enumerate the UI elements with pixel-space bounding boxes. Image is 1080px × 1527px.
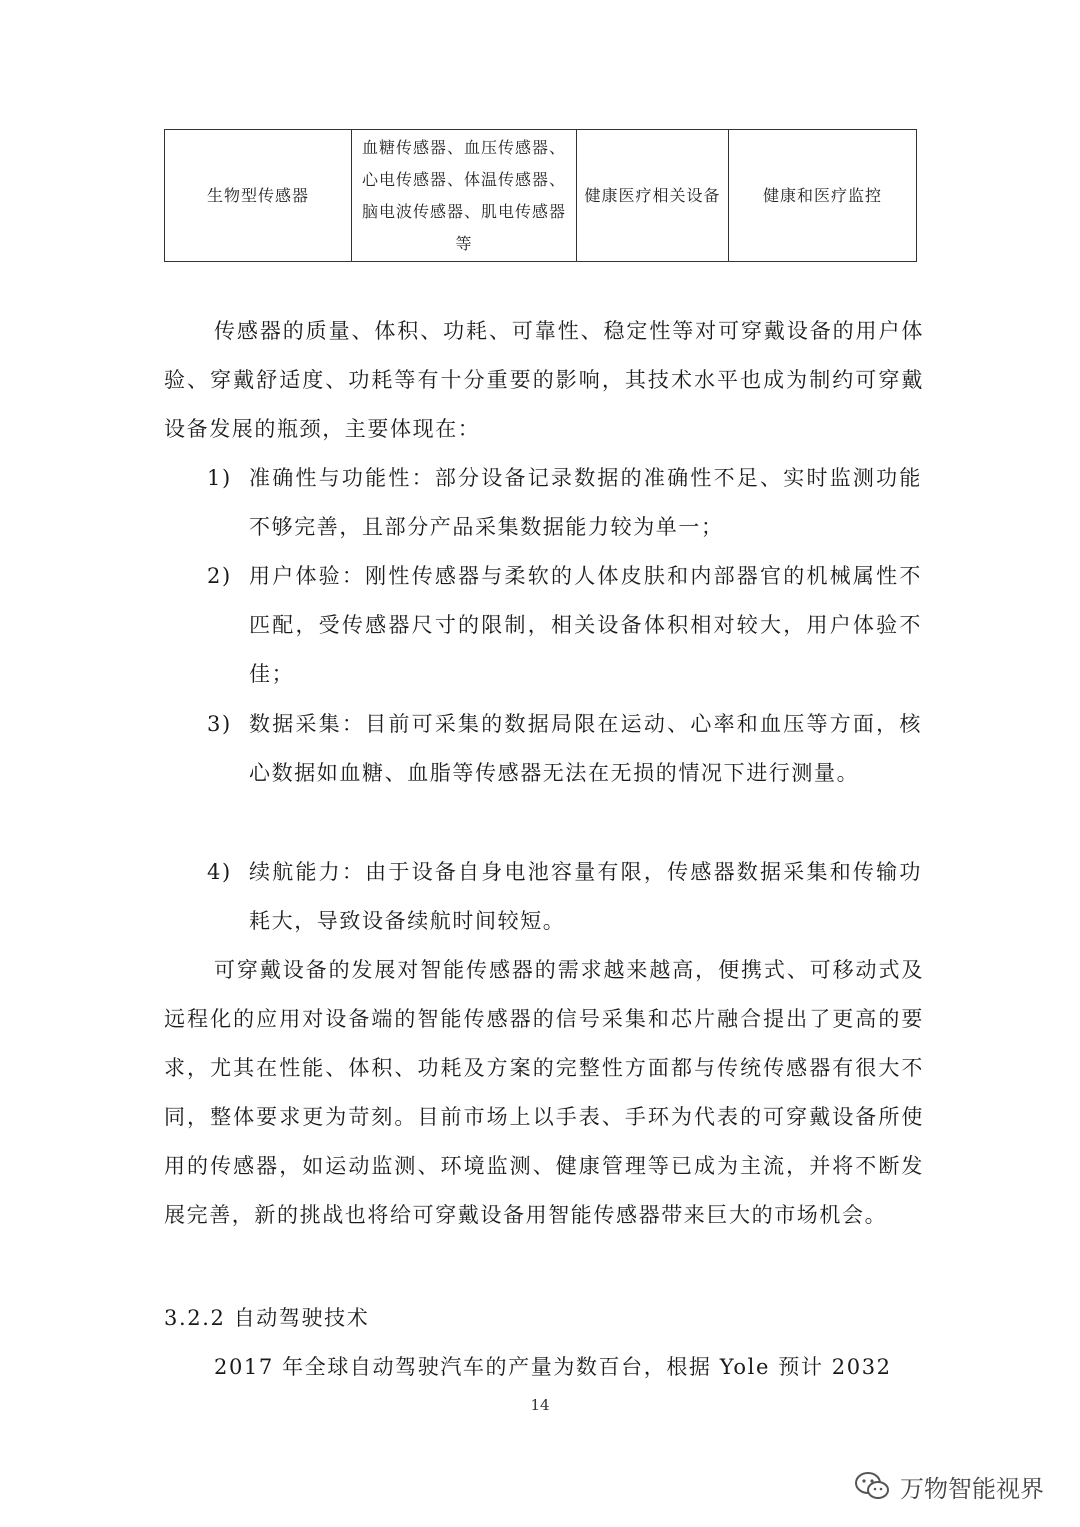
table-cell-applications: 健康和医疗监控	[729, 130, 917, 262]
list-item-text: 续航能力：由于设备自身电池容量有限，传感器数据采集和传输功耗大，导致设备续航时间较短。	[249, 860, 922, 933]
list-item-number: 1)	[207, 466, 232, 490]
list-item-text: 准确性与功能性：部分设备记录数据的准确性不足、实时监测功能不够完善，且部分产品采集数据能力较为单一；	[249, 466, 922, 539]
list-item	[207, 454, 922, 552]
page-number: 14	[530, 1396, 550, 1414]
list-item	[207, 700, 922, 798]
table-cell-category: 生物型传感器	[165, 130, 352, 262]
list-item-number: 4)	[207, 860, 232, 884]
table-cell-devices: 健康医疗相关设备	[577, 130, 729, 262]
list-item-number: 2)	[207, 564, 232, 588]
list-item-number: 3)	[207, 712, 232, 736]
list-item	[207, 848, 922, 946]
body-paragraph: 可穿戴设备的发展对智能传感器的需求越来越高，便携式、可移动式及远程化的应用对设备端的智能传感器的信号采集和芯片融合提出了更高的要求，尤其在性能、体积、功耗及方案的完整性方面都与传统传感器有很大不同，整体要求更为苛刻。目前市场上以手表、手环为代表的可穿戴设备所使用的传感器，如运动监测、环境监测、健康管理等已成为主流，并将不断发展完善，新的挑战也将给可穿戴设备用智能传感器带来巨大的市场机会。	[164, 958, 924, 1227]
intro-paragraph: 传感器的质量、体积、功耗、可靠性、稳定性等对可穿戴设备的用户体验、穿戴舒适度、功耗等有十分重要的影响，其技术水平也成为制约可穿戴设备发展的瓶颈，主要体现在：	[164, 319, 924, 441]
list-item-text: 用户体验：刚性传感器与柔软的人体皮肤和内部器官的机械属性不匹配，受传感器尺寸的限制，相关设备体积相对较大，用户体验不佳；	[249, 564, 922, 686]
watermark	[854, 1466, 1044, 1506]
watermark-text: 万物智能视界	[900, 1474, 1044, 1503]
table-cell-sensors: 血糖传感器、血压传感器、心电传感器、体温传感器、脑电波传感器、肌电传感器等	[352, 130, 577, 262]
body-paragraph-continued: 2017 年全球自动驾驶汽车的产量为数百台，根据 Yole 预计 2032	[214, 1355, 892, 1379]
list-item	[207, 552, 922, 699]
table-row	[165, 130, 917, 262]
wechat-icon	[854, 1471, 890, 1501]
list-item-text: 数据采集：目前可采集的数据局限在运动、心率和血压等方面，核心数据如血糖、血脂等传感器无法在无损的情况下进行测量。	[249, 712, 922, 785]
section-heading: 3.2.2 自动驾驶技术	[164, 1306, 370, 1330]
sensor-table	[164, 129, 917, 262]
